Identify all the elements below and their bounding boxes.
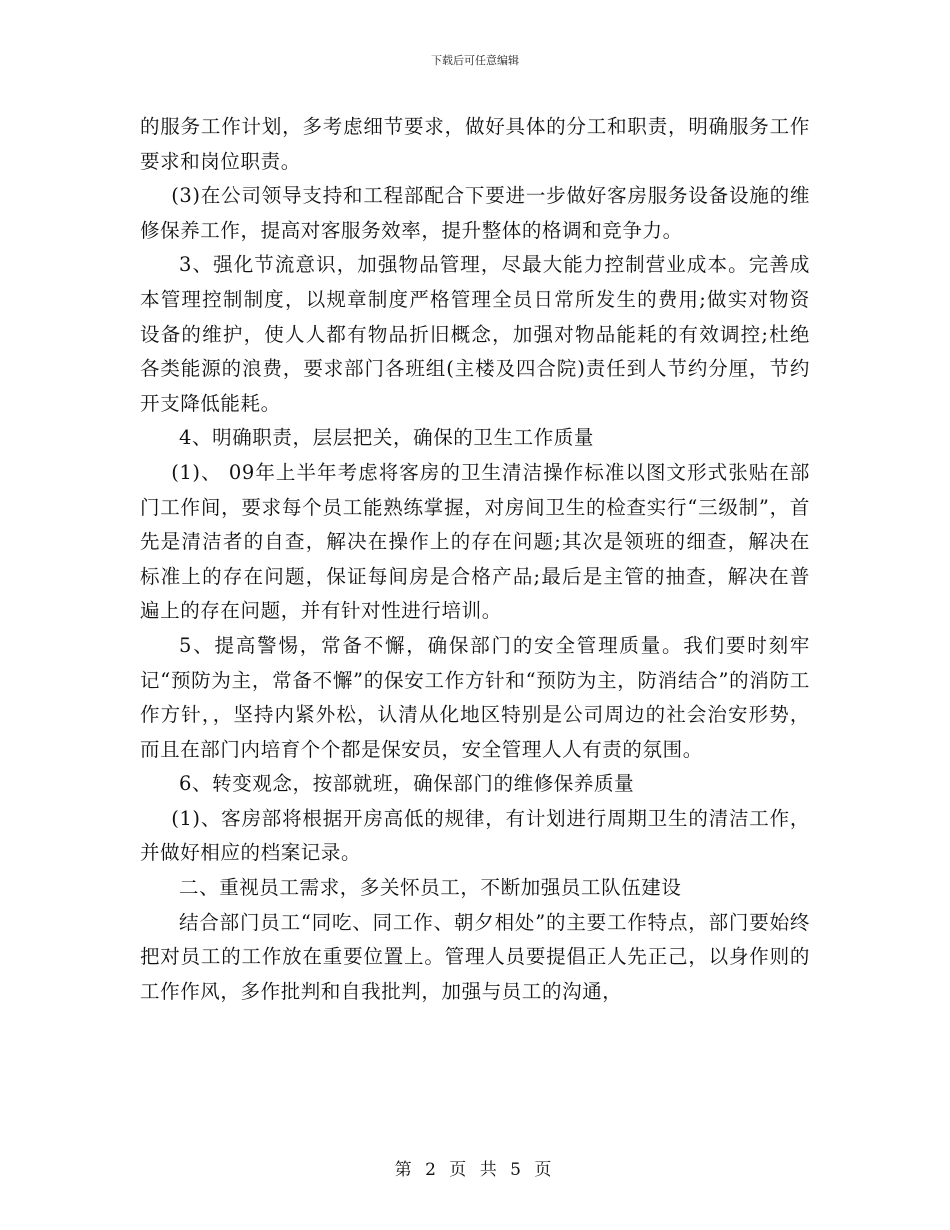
paragraph-section-4-item-1: (1)、 09年上半年考虑将客房的卫生清洁操作标准以图文形式张贴在部门工作间，要求每个员工能熟练掌握，对房间卫生的检查实行“三级制”，首先是清洁者的自查，解决在操作上的存在问题;其次是领班的细查，解决在标准上的存在问题，保证每间房是合格产品;最后是主管的抽查，解决在普遍上的存在问题，并有针对性进行培训。 [140,460,810,623]
paragraph-section-3-cost-control: 3、强化节流意识，加强物品管理，尽最大能力控制营业成本。完善成本管理控制制度，以规章制度严格管理全员日常所发生的费用;做实对物资设备的维护，使人人都有物品折旧概念，加强对物品能耗的有效调控;杜绝各类能源的浪费，要求部门各班组(主楼及四合院)责任到人节约分厘，节约开支降低能耗。 [140,253,810,415]
paragraph-section-6-item-1: (1)、客房部将根据开房高低的规律，有计划进行周期卫生的清洁工作，并做好相应的档案记录。 [140,806,810,865]
paragraph-part-2-body: 结合部门员工“同吃、同工作、朝夕相处”的主要工作特点，部门要始终把对员工的工作放在重要位置上。管理人员要提倡正人先正己，以身作则的工作作风，多作批判和自我批判，加强与员工的沟通， [140,910,810,1003]
paragraph-item-3-equipment: (3)在公司领导支持和工程部配合下要进一步做好客房服务设备设施的维修保养工作，提高对客服务效率，提升整体的格调和竞争力。 [140,184,810,242]
paragraph-section-5-safety: 5、提高警惕，常备不懈，确保部门的安全管理质量。我们要时刻牢记“预防为主，常备不懈”的保安工作方针和“预防为主，防消结合”的消防工作方针，，坚持内紧外松，认清从化地区特别是公司周边的社会治安形势，而且在部门内培育个个都是保安员，安全管理人人有责的氛围。 [140,633,810,761]
paragraph-section-6-heading: 6、转变观念，按部就班，确保部门的维修保养质量 [179,772,635,796]
page-number-footer: 第 2 页 共 5 页 [394,1160,556,1180]
paragraph-service-plan-continued: 的服务工作计划，多考虑细节要求，做好具体的分工和职责，明确服务工作要求和岗位职责。 [140,115,810,173]
document-body [140,110,810,1009]
paragraph-part-2-heading: 二、重视员工需求，多关怀员工，不断加强员工队伍建设 [179,876,682,900]
paragraph-section-4-heading: 4、明确职责，层层把关，确保的卫生工作质量 [179,426,595,450]
page-header: 下载后可任意编辑 [431,54,519,67]
